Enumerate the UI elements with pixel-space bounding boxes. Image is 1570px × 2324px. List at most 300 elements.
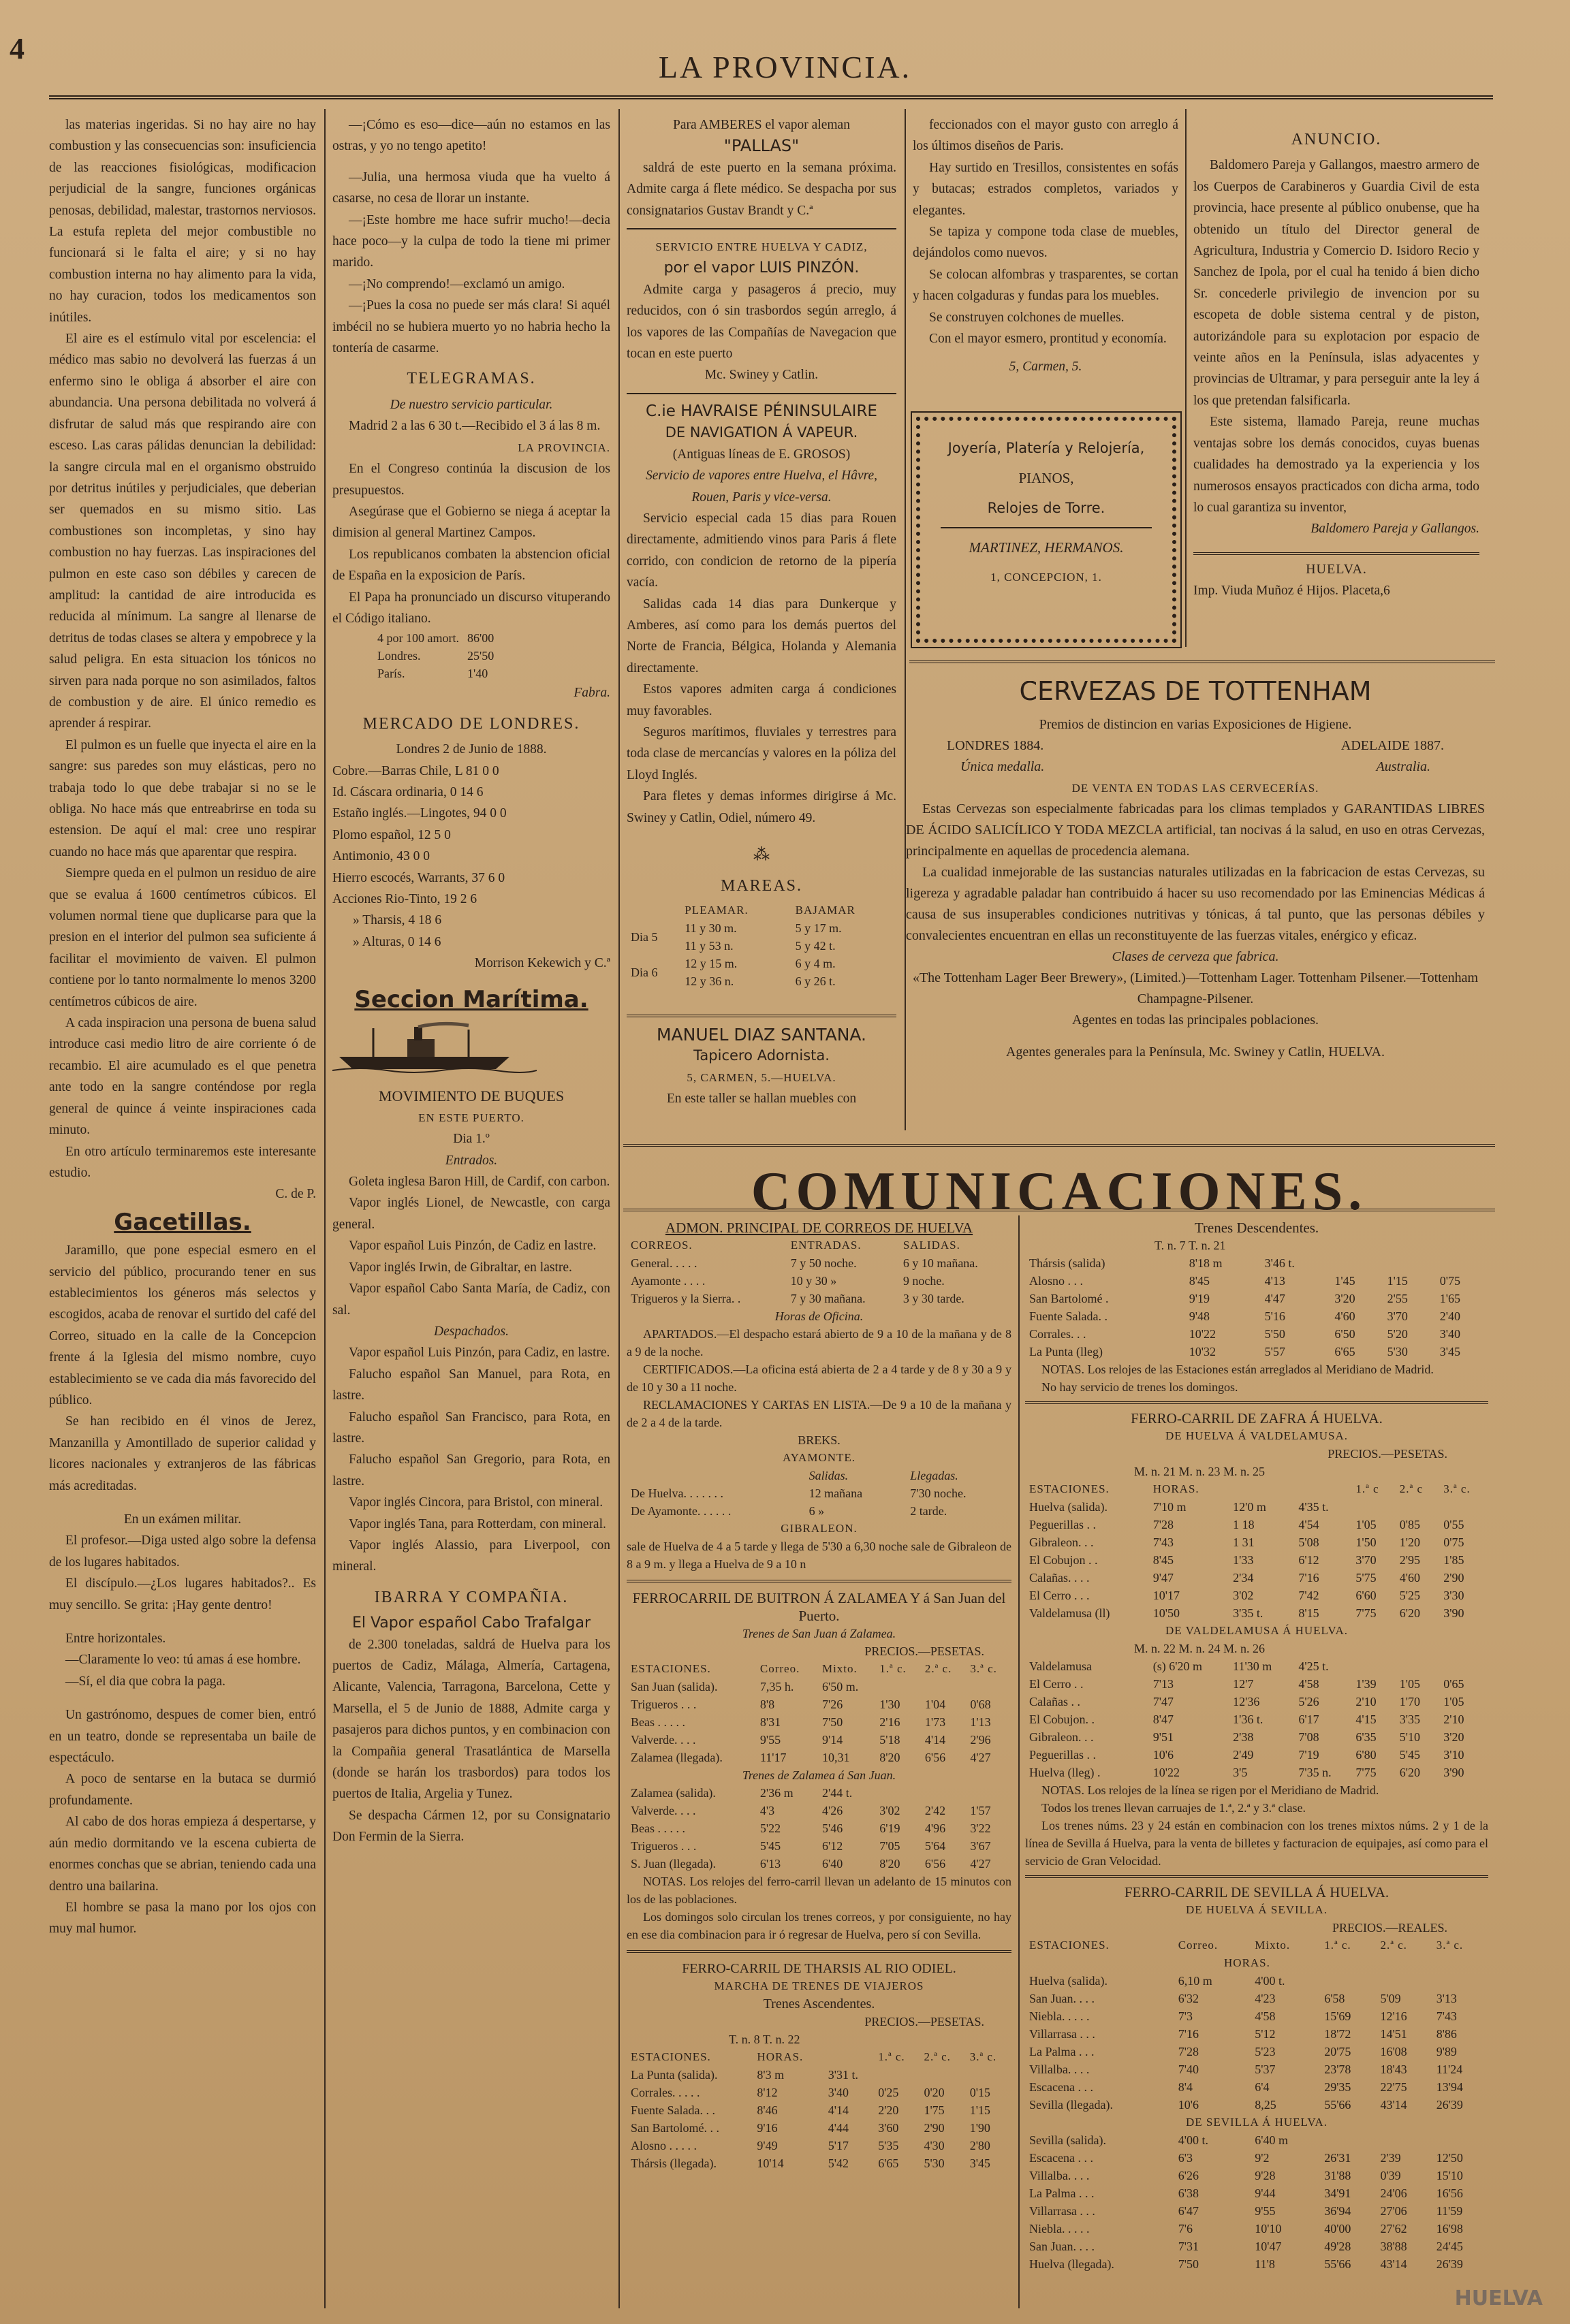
table-cell: 1'30 xyxy=(879,1698,900,1711)
table-cell: 4'60 xyxy=(1399,1571,1421,1585)
table-row xyxy=(1025,1343,1488,1360)
table-cell: 1'20 xyxy=(1399,1535,1421,1549)
station-cell: Huelva (lleg) . xyxy=(1029,1766,1101,1779)
table-cell: 8'20 xyxy=(879,1857,900,1871)
table-cell: 2'10 xyxy=(1355,1695,1377,1708)
tottenham-brewery: «The Tottenham Lager Beer Brewery», (Limited.)—Tottenham Lager. Tottenham Pilsener.—Tottenham Champagne-Pilsener. xyxy=(912,970,1479,1006)
entrados-heading: Entrados. xyxy=(445,1153,498,1168)
table-cell: 5'45 xyxy=(759,1839,781,1853)
paragraph: Este sistema, llamado Pareja, reune muchas ventajas sobre los demás conocidos, cuyas buenas cualidades ha demostrado ya la experiencia y los numerosos ensayos practicados con dicha arma, todo lo cual garantiza su inventor, xyxy=(1193,415,1479,515)
table-row xyxy=(1025,1325,1488,1343)
table-cell: 6 y 10 mañana. xyxy=(902,1256,978,1270)
table-subheading: DE SEVILLA Á HUELVA. xyxy=(1186,2116,1328,2129)
paragraph: El profesor.—Diga usted algo sobre la defensa de los lugares habitados. xyxy=(49,1533,316,1570)
tottenham-advertisement xyxy=(906,681,1485,1130)
table-cell: 2'39 xyxy=(1380,2151,1401,2165)
table-cell: 1 31 xyxy=(1233,1535,1255,1549)
tottenham-agents: Agentes en todas las principales poblaciones. xyxy=(1071,1013,1319,1028)
paragraph: Un gastrónomo, despues de comer bien, entró en un teatro, donde se representaba un baile de espectáculo. xyxy=(49,1708,316,1766)
table-cell: De Ayamonte. . . . . . xyxy=(631,1504,732,1518)
table-cell: 5'08 xyxy=(1298,1535,1319,1549)
station-cell: Escacena . . . xyxy=(1029,2151,1093,2165)
table-cell: 10'10 xyxy=(1255,2222,1282,2235)
paragraph: En el Congreso continúa la discusion de los presupuestos. xyxy=(332,462,610,498)
table-cell: 7'26 xyxy=(821,1698,843,1711)
table-cell: 6'20 xyxy=(1399,1766,1421,1779)
station-cell: Fuente Salada. . xyxy=(1029,1309,1108,1323)
table-cell: De Huelva. . . . . . . xyxy=(631,1486,723,1500)
paragraph: A cada inspiracion una persona de buena salud introduce casi medio litro de aire corriente ó de recambio. El aire acumulado es el que penetra ante todo en la sangre conténdose por regla general de quince á veinte inspiraciones cada minuto. xyxy=(49,1016,316,1138)
table-header-cell: Mixto. xyxy=(1255,1939,1291,1952)
table-cell xyxy=(1439,1657,1488,1675)
table-cell: 6'12 xyxy=(821,1839,843,1853)
table-cell: 6'65 xyxy=(878,2156,899,2170)
table-cell: 31'88 xyxy=(1324,2169,1351,2182)
table-cell: 9'55 xyxy=(1255,2204,1276,2218)
table-header-cell: Llegadas. xyxy=(910,1469,958,1482)
table-cell: 9'55 xyxy=(759,1733,781,1747)
table-header-cell: PLEAMAR. xyxy=(685,903,749,917)
telegramas-heading: TELEGRAMAS. xyxy=(407,370,536,388)
santana-heading: MANUEL DIAZ SANTANA. xyxy=(656,1024,867,1045)
breks-heading: BREKS. xyxy=(798,1433,841,1447)
market-line: Acciones Rio-Tinto, 19 2 6 xyxy=(332,892,477,906)
table-cell: 7'35 n. xyxy=(1298,1766,1332,1779)
table-cell: 11 y 30 m. xyxy=(685,921,737,935)
table-row xyxy=(1025,2149,1488,2167)
table-cell: 5'23 xyxy=(1255,2045,1276,2058)
table-cell: 1'04 xyxy=(924,1698,946,1711)
table-cell: 2'49 xyxy=(1233,1748,1254,1762)
jewelry-clocks: Relojes de Torre. xyxy=(987,500,1105,516)
table-row xyxy=(1025,2167,1488,2184)
station-cell: Villarrasa . . . xyxy=(1029,2204,1095,2218)
paragraph: saldrá de este puerto en la semana próxima. Admite carga á flete médico. Se despacha por sus consignatarios Gustav Brandt y C.ª xyxy=(627,160,896,218)
table-cell: 10'6 xyxy=(1178,2098,1199,2112)
table-cell: 5'10 xyxy=(1399,1730,1421,1744)
table-cell: 5'17 xyxy=(828,2139,849,2152)
table-cell: 11 y 53 n. xyxy=(685,938,734,953)
paragraph: En otro artículo terminaremos este interesante estudio. xyxy=(49,1144,316,1180)
table-row xyxy=(1025,1480,1488,1498)
table-cell: 5'50 xyxy=(1264,1327,1285,1341)
table-cell: 6,10 m xyxy=(1178,1974,1212,1988)
station-cell: S. Juan (llegada). xyxy=(631,1857,716,1871)
table-row xyxy=(1025,2184,1488,2202)
table-cell: 8'46 xyxy=(757,2103,778,2117)
prices-heading: PRECIOS.—PESETAS. xyxy=(1328,1447,1447,1461)
communications-right xyxy=(1025,1219,1488,2308)
table-row xyxy=(627,2084,1011,2101)
table-header-cell: HORAS. xyxy=(1152,1482,1199,1495)
table-cell: 16'98 xyxy=(1436,2222,1463,2235)
table-header-cell: CORREOS. xyxy=(631,1239,693,1252)
station-cell: El Cobujon . . xyxy=(1029,1553,1098,1567)
table-row xyxy=(1025,2078,1488,2096)
maritima-heading: Seccion Marítima. xyxy=(354,985,588,1013)
market-line: Estaño inglés.—Lingotes, 94 0 0 xyxy=(332,806,507,821)
servicio-ship-name: por el vapor LUIS PINZÓN. xyxy=(663,259,860,277)
table-cell: 0'55 xyxy=(1443,1518,1464,1531)
paragraph: Seguros marítimos, fluviales y terrestres para toda clase de mercancías y valores en la póliza del Lloyd Inglés. xyxy=(627,725,896,782)
correos-table xyxy=(627,1237,1011,1307)
column-2 xyxy=(332,114,610,2307)
table-subheading: DE VALDELAMUSA Á HUELVA. xyxy=(1165,1624,1348,1637)
table-cell: 6'17 xyxy=(1298,1713,1319,1726)
table-cell: 5'42 xyxy=(828,2156,849,2170)
table-cell: 2 tarde. xyxy=(910,1504,947,1518)
table-cell: 10'22 xyxy=(1189,1327,1216,1341)
table-cell: 11'59 xyxy=(1436,2204,1463,2218)
paragraph: Goleta inglesa Baron Hill, de Cardif, con carbon. xyxy=(349,1175,610,1190)
table-cell: 10'47 xyxy=(1255,2240,1282,2253)
tharsis-table xyxy=(627,2048,1011,2172)
tottenham-classes-heading: Clases de cerveza que fabrica. xyxy=(1112,949,1279,964)
station-cell: La Palma . . . xyxy=(1029,2186,1095,2200)
table-cell: 3'45 xyxy=(969,2156,990,2170)
table-cell: 6'19 xyxy=(879,1821,900,1835)
table-cell: 6'80 xyxy=(1355,1748,1377,1762)
table-cell: 2'95 xyxy=(1399,1553,1421,1567)
masthead-title: LA PROVINCIA. xyxy=(658,50,912,84)
table-cell: 9 noche. xyxy=(902,1274,945,1288)
station-cell: Thársis (llegada). xyxy=(631,2156,717,2170)
table-cell: 4'26 xyxy=(821,1804,843,1817)
table-cell: 12'36 xyxy=(1233,1695,1260,1708)
table-cell: 1'05 xyxy=(1399,1677,1421,1691)
office-hours-heading: Horas de Oficina. xyxy=(774,1309,864,1323)
table-cell xyxy=(1396,1498,1439,1516)
station-cell: Villalba. . . . xyxy=(1029,2063,1090,2076)
ayamonte-heading: AYAMONTE. xyxy=(782,1451,856,1464)
paragraph: Los trenes núms. 23 y 24 están en combinacion con los trenes mixtos núms. 2 y 1 de la línea de Sevilla á Huelva, para la venta de billetes y facturacion de equipajes, así como para el servicio de Gran Velocidad. xyxy=(1025,1819,1488,1868)
table-row xyxy=(1025,2114,1488,2131)
station-cell: Niebla. . . . . xyxy=(1029,2222,1090,2235)
table-cell: 22'75 xyxy=(1380,2080,1407,2094)
table-row xyxy=(1025,1516,1488,1533)
table-cell: 4'58 xyxy=(1298,1677,1319,1691)
table-cell: 1'75 xyxy=(924,2103,945,2117)
table-header-cell: Correo. xyxy=(759,1662,800,1675)
paragraph: —Claramente lo veo: tú amas á ese hombre. xyxy=(65,1653,301,1668)
jewelry-owner: MARTINEZ, HERMANOS. xyxy=(969,539,1124,556)
paragraph: El discípulo.—¿Los lugares habitados?.. Es muy sencillo. Se grita: ¡Hay gente dentro! xyxy=(49,1576,316,1612)
table-cell: 5'35 xyxy=(878,2139,899,2152)
table-row xyxy=(373,647,498,665)
table-cell: 9'2 xyxy=(1255,2151,1270,2165)
table-cell: 1'45 xyxy=(1334,1274,1355,1288)
gacetillas-heading: Gacetillas. xyxy=(114,1208,251,1236)
table-cell: 18'72 xyxy=(1324,2027,1351,2041)
tharsis-march: MARCHA DE TRENES DE VIAJEROS xyxy=(714,1979,924,1992)
table-subheading: Trenes de Zalamea á San Juan. xyxy=(742,1768,896,1782)
table-cell: 3'20 xyxy=(1443,1730,1464,1744)
column-rule xyxy=(618,109,620,2308)
table-cell: 8'15 xyxy=(1298,1606,1319,1620)
table-cell: 23'78 xyxy=(1324,2063,1351,2076)
havraise-lines: (Antiguas líneas de E. GROSOS) xyxy=(672,447,851,462)
table-cell: 1'50 xyxy=(1355,1535,1377,1549)
table-cell xyxy=(1436,1254,1488,1272)
table-row xyxy=(1025,2238,1488,2255)
table-cell xyxy=(1376,2131,1432,2149)
paragraph: CERTIFICADOS.—La oficina está abierta de 2 a 4 tarde y de 8 y 30 a 9 y de 10 y 30 a 11 noche. xyxy=(627,1363,1011,1394)
paragraph: Se construyen colchones de muelles. xyxy=(929,310,1125,325)
table-row xyxy=(1025,1307,1488,1325)
table-cell: 10,31 xyxy=(821,1751,850,1764)
paragraph: —¡Este hombre me hace sufrir mucho!—decia hace poco—y la culpa de todo la tiene mi primer marido. xyxy=(332,212,610,270)
table-header-cell: SALIDAS. xyxy=(902,1239,960,1252)
table-row xyxy=(627,1237,1011,1254)
table-cell: 26'39 xyxy=(1436,2257,1463,2271)
table-row xyxy=(627,1731,1011,1749)
table-cell: 8'45 xyxy=(1152,1553,1174,1567)
table-cell: (s) 6'20 m xyxy=(1152,1659,1203,1673)
table-cell: 2'44 t. xyxy=(821,1786,853,1800)
paragraph: NOTAS. Los relojes de la línea se rigen por el Meridiano de Madrid. xyxy=(1041,1783,1379,1797)
station-cell: Villalba. . . . xyxy=(1029,2169,1090,2182)
table-cell: 3'90 xyxy=(1443,1606,1464,1620)
table-cell: 2'38 xyxy=(1233,1730,1254,1744)
bolsa-table xyxy=(373,629,498,682)
table-header-cell: 2.ª c. xyxy=(924,2050,951,2063)
paragraph: Vapor inglés Irwin, de Gibraltar, en lastre. xyxy=(349,1260,572,1275)
table-cell: 7 y 30 mañana. xyxy=(790,1292,866,1305)
table-cell: 11'17 xyxy=(759,1751,787,1764)
table-cell: 1'05 xyxy=(1443,1695,1464,1708)
table-cell: 12'50 xyxy=(1436,2151,1463,2165)
table-cell xyxy=(966,2066,1011,2084)
table-cell: 34'91 xyxy=(1324,2186,1351,2200)
table-header-cell: Correo. xyxy=(1178,1939,1219,1952)
tottenham-general-agents: Agentes generales para la Península, Mc. Swiney y Catlin, HUELVA. xyxy=(1005,1045,1385,1060)
table-row xyxy=(1025,2043,1488,2060)
market-line: Morrison Kekewich y C.ª xyxy=(474,956,610,971)
table-cell: 7'42 xyxy=(1298,1589,1319,1602)
station-cell: Alosno . . . xyxy=(1029,1274,1084,1288)
table-cell: 25'50 xyxy=(467,649,494,663)
market-line: » Tharsis, 4 18 6 xyxy=(353,913,442,928)
table-row xyxy=(627,1254,1011,1272)
table-row xyxy=(373,629,498,647)
tharsis-ascending: Trenes Ascendentes. xyxy=(763,1996,875,2011)
table-cell: 11'24 xyxy=(1436,2063,1463,2076)
paragraph: Se despacha Cármen 12, por su Consignatario Don Fermin de la Sierra. xyxy=(332,1808,610,1845)
table-cell: 4'23 xyxy=(1255,1992,1276,2005)
table-cell: 7'31 xyxy=(1178,2240,1199,2253)
table-cell: 3'35 xyxy=(1399,1713,1421,1726)
paragraph: Hay surtido en Tresillos, consistentes en sofás y butacas; estrados completos, variados y elegantes. xyxy=(913,160,1178,218)
station-cell: Alosno . . . . . xyxy=(631,2139,697,2152)
table-cell: 4'35 t. xyxy=(1298,1500,1329,1514)
gibraleon-schedule: sale de Huelva de 4 a 5 tarde y llega de 5'30 a 6,30 noche sale de Gibraleon de 8 a 9 m. y llega a Huelva de 9 a 10 n xyxy=(627,1540,1011,1571)
column-rule xyxy=(324,109,326,2308)
table-cell: 0'39 xyxy=(1380,2169,1401,2182)
table-row xyxy=(1025,1272,1488,1290)
table-row xyxy=(627,2066,1011,2084)
table-cell: 2'16 xyxy=(879,1715,900,1729)
station-cell: Valverde. . . . xyxy=(631,1733,696,1747)
tottenham-title: CERVEZAS DE TOTTENHAM xyxy=(1019,681,1372,706)
paragraph: feccionados con el mayor gusto con arreglo á los últimos diseños de Paris. xyxy=(913,118,1178,154)
table-cell: 27'06 xyxy=(1380,2204,1407,2218)
table-cell: 7'16 xyxy=(1298,1571,1319,1585)
table-cell: 5'46 xyxy=(821,1821,843,1835)
table-cell: 7'16 xyxy=(1178,2027,1199,2041)
market-line: Cobre.—Barras Chile, L 81 0 0 xyxy=(332,763,499,778)
table-cell: 6'56 xyxy=(924,1857,946,1871)
anuncio-signature: Baldomero Pareja y Gallangos. xyxy=(1310,522,1479,537)
masthead-rule xyxy=(49,95,1493,99)
market-line: » Alturas, 0 14 6 xyxy=(353,934,441,949)
table-cell: 7'28 xyxy=(1152,1518,1174,1531)
table-cell: 16'08 xyxy=(1380,2045,1407,2058)
table-header-cell: 1.ª c. xyxy=(879,1662,907,1675)
table-row xyxy=(627,1696,1011,1713)
table-cell: 5'30 xyxy=(924,2156,945,2170)
station-cell: Sevilla (llegada). xyxy=(1029,2098,1113,2112)
table-cell: 7'3 xyxy=(1178,2009,1193,2023)
table-cell: 5'37 xyxy=(1255,2063,1276,2076)
table-cell: 6'58 xyxy=(1324,1992,1345,2005)
table-cell xyxy=(875,1678,921,1696)
column-rule xyxy=(1018,1215,1020,2308)
table-cell: 7'28 xyxy=(1178,2045,1199,2058)
table-cell: 2'36 m xyxy=(759,1786,794,1800)
table-cell: 3'70 xyxy=(1387,1309,1408,1323)
table-row xyxy=(1025,2255,1488,2273)
table-cell xyxy=(1432,1972,1488,1990)
table-cell: 4'14 xyxy=(924,1733,946,1747)
havraise-service: Servicio de vapores entre Huelva, el Hâvre, Rouen, Paris y vice-versa. xyxy=(645,468,878,505)
table-cell: 1'13 xyxy=(970,1715,991,1729)
santana-subheading: Tapicero Adornista. xyxy=(693,1047,830,1064)
table-row xyxy=(627,1749,1011,1766)
table-cell: 8'31 xyxy=(759,1715,781,1729)
paragraph: NOTAS. Los relojes de las Estaciones están arreglados al Meridiano de Madrid. xyxy=(1041,1363,1434,1376)
train-numbers: M. n. 22 M. n. 24 M. n. 26 xyxy=(1134,1642,1266,1655)
station-cell: Beas . . . . . xyxy=(631,1715,685,1729)
article-signature: C. de P. xyxy=(275,1187,316,1202)
table-cell: 7'13 xyxy=(1152,1677,1174,1691)
station-cell: Peguerillas . . xyxy=(1029,1518,1096,1531)
table-cell: 0'25 xyxy=(878,2086,899,2099)
table-cell: 6 y 26 t. xyxy=(795,974,836,988)
prices-heading: PRECIOS.—PESETAS. xyxy=(864,1644,984,1658)
table-cell: 6'40 xyxy=(821,1857,843,1871)
table-cell: 3'22 xyxy=(970,1821,991,1835)
section-rule xyxy=(623,1144,1495,1147)
table-header-cell: 2.ª c xyxy=(1399,1482,1424,1495)
table-cell: 2'96 xyxy=(970,1733,991,1747)
table-row xyxy=(1025,1937,1488,1954)
table-cell: 6'47 xyxy=(1178,2204,1199,2218)
zafra-heading: FERRO-CARRIL DE ZAFRA Á HUELVA. xyxy=(1131,1410,1383,1427)
station-cell: Calañas. . . . xyxy=(1029,1571,1090,1585)
table-cell: 4'96 xyxy=(924,1821,946,1835)
paragraph: El aire es el estímulo vital por escelencia: el médico mas sabio no devolverá las fuerzas á un enfermo sino le obliga á absorber el aire con abundancia. Una persona debilitada no volverá á disfrutar de salud más que respirando aire con esceso. Las caras pálidas denuncian la debilidad: la sangre circula mal en el organismo obstruido por detritus inútiles y perjudiciales, que deberian ser quemados en su mismo sitio. Las combustiones son incompletas, y sino hay combustion no hay fuerzas. Las inspiraciones del pulmon en este caso son débiles y carecen de amplitud: la cantidad de aire introducida es reducida al mínimum. La sangre al llenarse de detritus de todas clases se altera y empobrece y la salud peligra. En esta situacion los tónicos no sirven para nada porque no son asimilados, faltos de combustion y de aire. El único remedio es aprender á respirar. xyxy=(49,332,316,731)
market-line: Hierro escocés, Warrants, 37 6 0 xyxy=(332,870,505,885)
table-cell: 43'14 xyxy=(1380,2257,1407,2271)
paragraph: En un exámen militar. xyxy=(123,1512,242,1527)
paragraph: de 2.300 toneladas, saldrá de Huelva para los puertos de Cadiz, Málaga, Almería, Cartagena, Alicante, Valencia, Tarragona, Barcelona, Cette y Marsella, el 5 de Junio de 1888, Admite carga y pasajeros para dichos puntos, y en combinacion con la Compañia general Trasatlántica de Marsella (donde se harán los trasbordos) para todos los puertos de Italia, Argelia y Tunez. xyxy=(332,1637,610,1802)
table-cell: 2'40 xyxy=(1439,1309,1461,1323)
sevilla-table xyxy=(1025,1937,1488,2273)
paragraph: Se han recibido en él vinos de Jerez, Manzanilla y Amontillado de superior calidad y licores nacionales y extranjeros de las fábricas más acreditadas. xyxy=(49,1414,316,1493)
table-cell: 1'39 xyxy=(1355,1677,1377,1691)
table-cell: 15'10 xyxy=(1436,2169,1463,2182)
station-cell: Calañas . . xyxy=(1029,1695,1080,1708)
paragraph: No hay servicio de trenes los domingos. xyxy=(1041,1380,1238,1394)
havraise-heading: C.ie HAVRAISE PÉNINSULAIRE xyxy=(646,402,877,420)
table-cell: 6'50 xyxy=(1334,1327,1355,1341)
station-cell: La Palma . . . xyxy=(1029,2045,1095,2058)
table-cell: 8'45 xyxy=(1189,1274,1210,1288)
table-cell: 2'10 xyxy=(1443,1713,1464,1726)
table-row xyxy=(1025,1569,1488,1587)
column-5 xyxy=(1193,114,1479,646)
table-cell: 3'40 xyxy=(1439,1327,1461,1341)
date-line: Dia 1.º xyxy=(453,1132,490,1147)
table-header-cell: 2.ª c. xyxy=(1380,1939,1407,1952)
column-rule xyxy=(1185,109,1187,647)
table-cell: 4'30 xyxy=(924,2139,945,2152)
table-cell: 2'34 xyxy=(1233,1571,1254,1585)
paragraph: —Julia, una hermosa viuda que ha vuelto á casarse, no cesa de llorar un instante. xyxy=(332,170,610,206)
paragraph: Baldomero Pareja y Gallangos, maestro armero de los Cuerpos de Carabineros y Guardia Civil de esta provincia, hace presente al público onubense, que ha obtenido un título del Director general de Agricultura, Industria y Comercio D. Isidoro Recio y Sanchez de Ipola, por el cual ha tenido á bien dicho Sr. concederle privilegio de invencion por su escopeta de doble sistema central y de piston, autorizándole para su explotacion por espacio de veinte años en la Península, islas adyacentes y provincias de Ultramar, y para perseguir ante la ley á los que pretendan falsificarla. xyxy=(1193,158,1479,408)
table-cell: 4'15 xyxy=(1355,1713,1377,1726)
table-cell: 7'43 xyxy=(1436,2009,1457,2023)
table-cell: 9'44 xyxy=(1255,2186,1276,2200)
table-row xyxy=(1025,2096,1488,2114)
train-numbers: T. n. 8 T. n. 22 xyxy=(729,2033,800,2046)
sevilla-subheading: DE HUELVA Á SEVILLA. xyxy=(1186,1903,1328,1916)
table-cell: 12 y 36 n. xyxy=(685,974,734,988)
station-cell: El Cobujon. . xyxy=(1029,1713,1095,1726)
table-cell: 6'38 xyxy=(1178,2186,1199,2200)
table-cell: 3'5 xyxy=(1233,1766,1248,1779)
sevilla-heading: FERRO-CARRIL DE SEVILLA Á HUELVA. xyxy=(1124,1884,1390,1900)
table-cell: 4'00 t. xyxy=(1255,1974,1285,1988)
paragraph: Se tapiza y compone toda clase de muebles, dejándolos como nuevos. xyxy=(913,225,1178,261)
table-cell: 8'12 xyxy=(757,2086,778,2099)
table-cell: 55'66 xyxy=(1324,2098,1351,2112)
table-row xyxy=(1025,1990,1488,2007)
table-cell: 5'09 xyxy=(1380,1992,1401,2005)
paragraph: —¡No comprendo!—exclamó un amigo. xyxy=(349,276,565,291)
table-cell: 12'16 xyxy=(1380,2009,1407,2023)
communications-left xyxy=(627,1219,1011,2308)
table-cell: 6 y 4 m. xyxy=(795,956,836,970)
table-cell: 3'20 xyxy=(1334,1292,1355,1305)
table-row xyxy=(627,2137,1011,2154)
movimiento-subheading: EN ESTE PUERTO. xyxy=(418,1111,524,1124)
table-cell: 7'30 noche. xyxy=(910,1486,967,1500)
sender-line: LA PROVINCIA. xyxy=(518,441,610,454)
table-cell: 7'43 xyxy=(1152,1535,1174,1549)
mareas-heading: MAREAS. xyxy=(720,877,803,895)
table-cell: 10'32 xyxy=(1189,1345,1216,1358)
market-line: Id. Cáscara ordinaria, 0 14 6 xyxy=(332,784,484,799)
jewelry-pianos: PIANOS, xyxy=(1018,470,1074,486)
market-line: Plomo español, 12 5 0 xyxy=(332,827,451,842)
servicio-agent: Mc. Swiney y Catlin. xyxy=(704,368,819,383)
table-row xyxy=(1025,2060,1488,2078)
paragraph: Falucho español San Gregorio, para Rota, en lastre. xyxy=(332,1452,610,1489)
table-cell: 5'22 xyxy=(759,1821,781,1835)
sender-line: Fabra. xyxy=(574,686,610,701)
station-cell: Huelva (llegada). xyxy=(1029,2257,1114,2271)
